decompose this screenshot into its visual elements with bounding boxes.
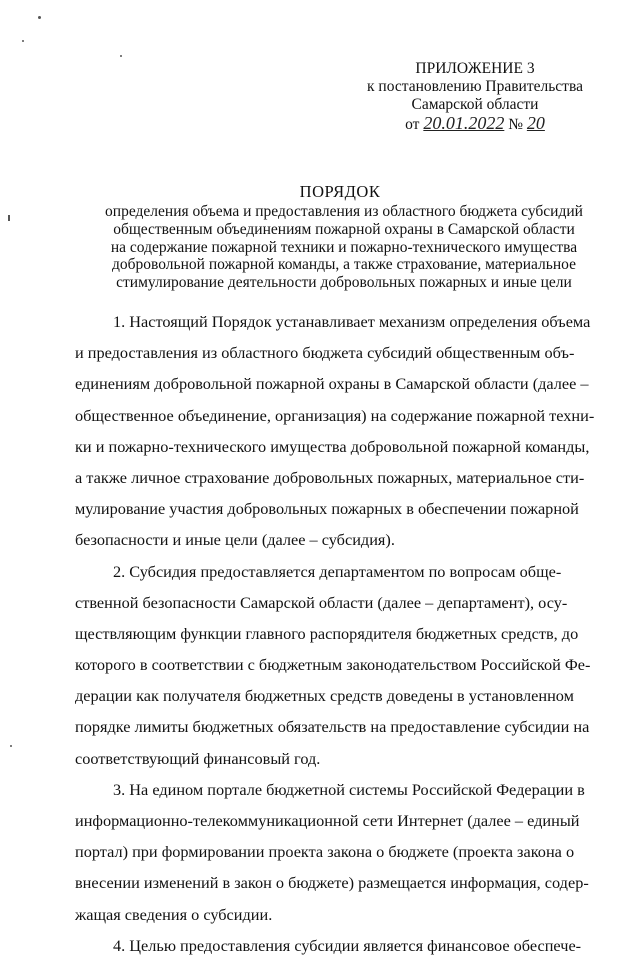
appendix-date-number <box>330 114 620 134</box>
document-title: ПОРЯДОК <box>299 182 381 201</box>
scan-speck <box>120 55 122 57</box>
subtitle-line: на содержание пожарной техники и пожарно-технического имущества <box>110 238 578 256</box>
document-subtitle <box>60 203 628 292</box>
subtitle-line: определения объема и предоставления из областного бюджета субсидий <box>105 203 583 220</box>
subtitle-line: добровольной пожарной команды, а также страхование, материальное <box>112 256 576 274</box>
appendix-resolution: к постановлению Правительства <box>367 78 583 95</box>
paragraph-2 <box>75 556 591 774</box>
text-line: 1. Настоящий Порядок устанавливает механизм определения объема <box>113 312 591 331</box>
scan-speck <box>38 16 41 19</box>
appendix-title: ПРИЛОЖЕНИЕ 3 <box>415 60 535 77</box>
date-handwritten: 20.01.2022 <box>423 113 505 133</box>
paragraph-1 <box>75 306 595 556</box>
text-line: единениям добровольной пожарной охраны в Самарской области (далее – <box>75 374 589 394</box>
date-prefix: от <box>405 116 420 133</box>
text-line: ственной безопасности Самарской области (далее – департамент), осу- <box>75 592 568 612</box>
text-line: информационно-телекоммуникационной сети Интернет (далее – единый <box>75 811 580 830</box>
text-line: 3. На едином портале бюджетной системы Российской Федерации в <box>113 779 585 799</box>
text-line: ки и пожарно-технического имущества добровольной пожарной команды, <box>75 436 590 456</box>
number-handwritten: 20 <box>526 113 545 133</box>
document-body <box>75 306 595 961</box>
paragraph-3 <box>75 774 589 930</box>
text-line: которого в соответствии с бюджетным законодательством Российской Фе- <box>75 655 591 675</box>
text-line: и предоставления из областного бюджета субсидий общественным объ- <box>75 343 575 363</box>
paragraph-4 <box>75 930 582 961</box>
text-line: общественное объединение, организация) на содержание пожарной техни- <box>75 405 595 425</box>
text-line: мулирование участия добровольных пожарных в обеспечении пожарной <box>75 499 579 519</box>
text-line: портал) при формировании проекта закона о бюджете (проекта закона о <box>75 842 575 862</box>
text-line: 2. Субсидия предоставляется департаментом по вопросам обще- <box>113 561 562 581</box>
text-line: ществляющим функции главного распорядителя бюджетных средств, до <box>75 623 579 643</box>
scan-speck <box>22 40 24 42</box>
text-line: а также личное страхование добровольных пожарных, материальное сти- <box>75 467 585 487</box>
subtitle-line: стимулирование деятельности добровольных пожарных и иные цели <box>116 274 572 292</box>
scan-speck <box>10 745 12 747</box>
number-prefix: № <box>508 116 523 133</box>
text-line: порядке лимиты бюджетных обязательств на предоставление субсидии на <box>75 717 590 737</box>
text-line: соответствующий финансовый год. <box>75 748 321 768</box>
appendix-block <box>330 60 620 134</box>
appendix-region: Самарской области <box>411 96 539 113</box>
text-line: безопасности и иные цели (далее – субсидия). <box>75 530 395 550</box>
scan-speck <box>8 215 10 221</box>
text-line: жащая сведения о субсидии. <box>75 904 273 924</box>
text-line: внесении изменений в закон о бюджете) размещается информация, содер- <box>75 873 589 893</box>
text-line: 4. Целью предоставления субсидии является финансовое обеспече- <box>113 935 582 955</box>
subtitle-line: общественным объединениям пожарной охраны в Самарской области <box>113 220 575 238</box>
text-line: дерации как получателя бюджетных средств доведены в установленном <box>75 686 574 706</box>
